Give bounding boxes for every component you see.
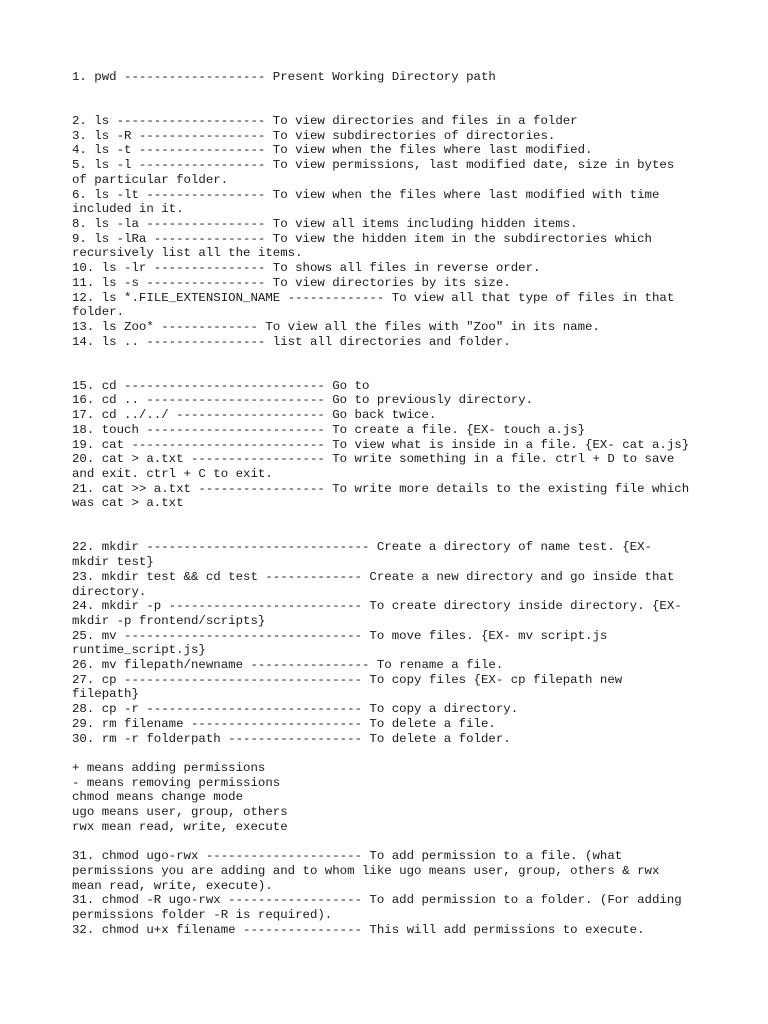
text-line: filepath} (72, 687, 139, 702)
text-line: 23. mkdir test && cd test ------------- Create a new directory and go inside that (72, 569, 675, 584)
text-line: chmod means change mode (72, 790, 244, 805)
blank-line (72, 526, 704, 541)
text-line: runtime_script.js} (72, 643, 206, 658)
text-line: 29. rm filename ----------------------- To delete a file. (72, 716, 496, 731)
text-line: 28. cp -r ----------------------------- To copy a directory. (72, 702, 519, 717)
blank-line (72, 511, 704, 526)
text-line: 21. cat >> a.txt ----------------- To write more details to the existing file which (72, 481, 690, 496)
text-line: ugo means user, group, others (72, 805, 288, 820)
text-line: 30. rm -r folderpath ------------------ To delete a folder. (72, 731, 511, 746)
text-line: 31. chmod ugo-rwx --------------------- To add permission to a file. (what (72, 849, 623, 864)
text-line: + means adding permissions (72, 760, 266, 775)
text-line: included in it. (72, 202, 184, 217)
blank-line (72, 364, 704, 379)
text-line: 15. cd --------------------------- Go to (72, 378, 370, 393)
text-line: mkdir test} (72, 555, 154, 570)
text-line: of particular folder. (72, 172, 229, 187)
text-line: 16. cd .. ------------------------ Go to previously directory. (72, 393, 534, 408)
text-line: mkdir -p frontend/scripts} (72, 613, 266, 628)
text-line: and exit. ctrl + C to exit. (72, 466, 273, 481)
text-line: 31. chmod -R ugo-rwx ------------------ To add permission to a folder. (For adding (72, 893, 682, 908)
text-line: mean read, write, execute). (72, 878, 273, 893)
text-line: 27. cp -------------------------------- To copy files {EX- cp filepath new (72, 672, 623, 687)
text-line: was cat > a.txt (72, 496, 184, 511)
blank-line (72, 99, 704, 114)
text-line: 24. mkdir -p -------------------------- To create directory inside directory. {EX- (72, 599, 682, 614)
text-line: 26. mv filepath/newname ---------------- To rename a file. (72, 658, 504, 673)
blank-line (72, 85, 704, 100)
text-line: 18. touch ------------------------ To create a file. {EX- touch a.js} (72, 422, 586, 437)
text-line: recursively list all the items. (72, 246, 303, 261)
text-line: 19. cat -------------------------- To view what is inside in a file. {EX- cat a.js} (72, 437, 690, 452)
text-line: 20. cat > a.txt ------------------ To write something in a file. ctrl + D to save (72, 452, 675, 467)
text-line: 9. ls -lRa --------------- To view the hidden item in the subdirectories which (72, 231, 652, 246)
text-line: 6. ls -lt ---------------- To view when the files where last modified with time (72, 187, 660, 202)
document-page (72, 70, 704, 937)
text-line: directory. (72, 584, 147, 599)
text-line: - means removing permissions (72, 775, 281, 790)
text-line: 2. ls -------------------- To view directories and files in a folder (72, 114, 578, 129)
text-line: 17. cd ../../ -------------------- Go back twice. (72, 408, 437, 423)
text-line: 12. ls *.FILE_EXTENSION_NAME ------------- To view all that type of files in that (72, 290, 675, 305)
text-line: 8. ls -la ---------------- To view all items including hidden items. (72, 217, 578, 231)
text-line: permissions you are adding and to whom like ugo means user, group, others & rwx (72, 863, 660, 878)
text-line: 14. ls .. ---------------- list all directories and folder. (72, 334, 511, 349)
text-line: rwx mean read, write, execute (72, 819, 288, 834)
text-line: 4. ls -t ----------------- To view when the files where last modified. (72, 143, 593, 158)
text-line: 10. ls -lr --------------- To shows all files in reverse order. (72, 261, 541, 276)
text-line: 13. ls Zoo* ------------- To view all the files with "Zoo" in its name. (72, 319, 600, 334)
text-line: 11. ls -s ---------------- To view directories by its size. (72, 275, 511, 290)
blank-line (72, 349, 704, 364)
text-line: permissions folder -R is required). (72, 907, 333, 922)
text-line: folder. (72, 305, 125, 320)
text-line: 25. mv -------------------------------- To move files. {EX- mv script.js (72, 628, 608, 643)
text-line: 22. mkdir ------------------------------ Create a directory of name test. {EX- (72, 540, 652, 555)
text-line: 32. chmod u+x filename ---------------- This will add permissions to execute. (72, 922, 645, 937)
blank-line (72, 746, 704, 761)
blank-line (72, 834, 704, 849)
text-line: 5. ls -l ----------------- To view permissions, last modified date, size in bytes (72, 158, 675, 173)
text-line: 3. ls -R ----------------- To view subdirectories of directories. (72, 128, 556, 143)
text-line: 1. pwd ------------------- Present Working Directory path (72, 70, 496, 84)
